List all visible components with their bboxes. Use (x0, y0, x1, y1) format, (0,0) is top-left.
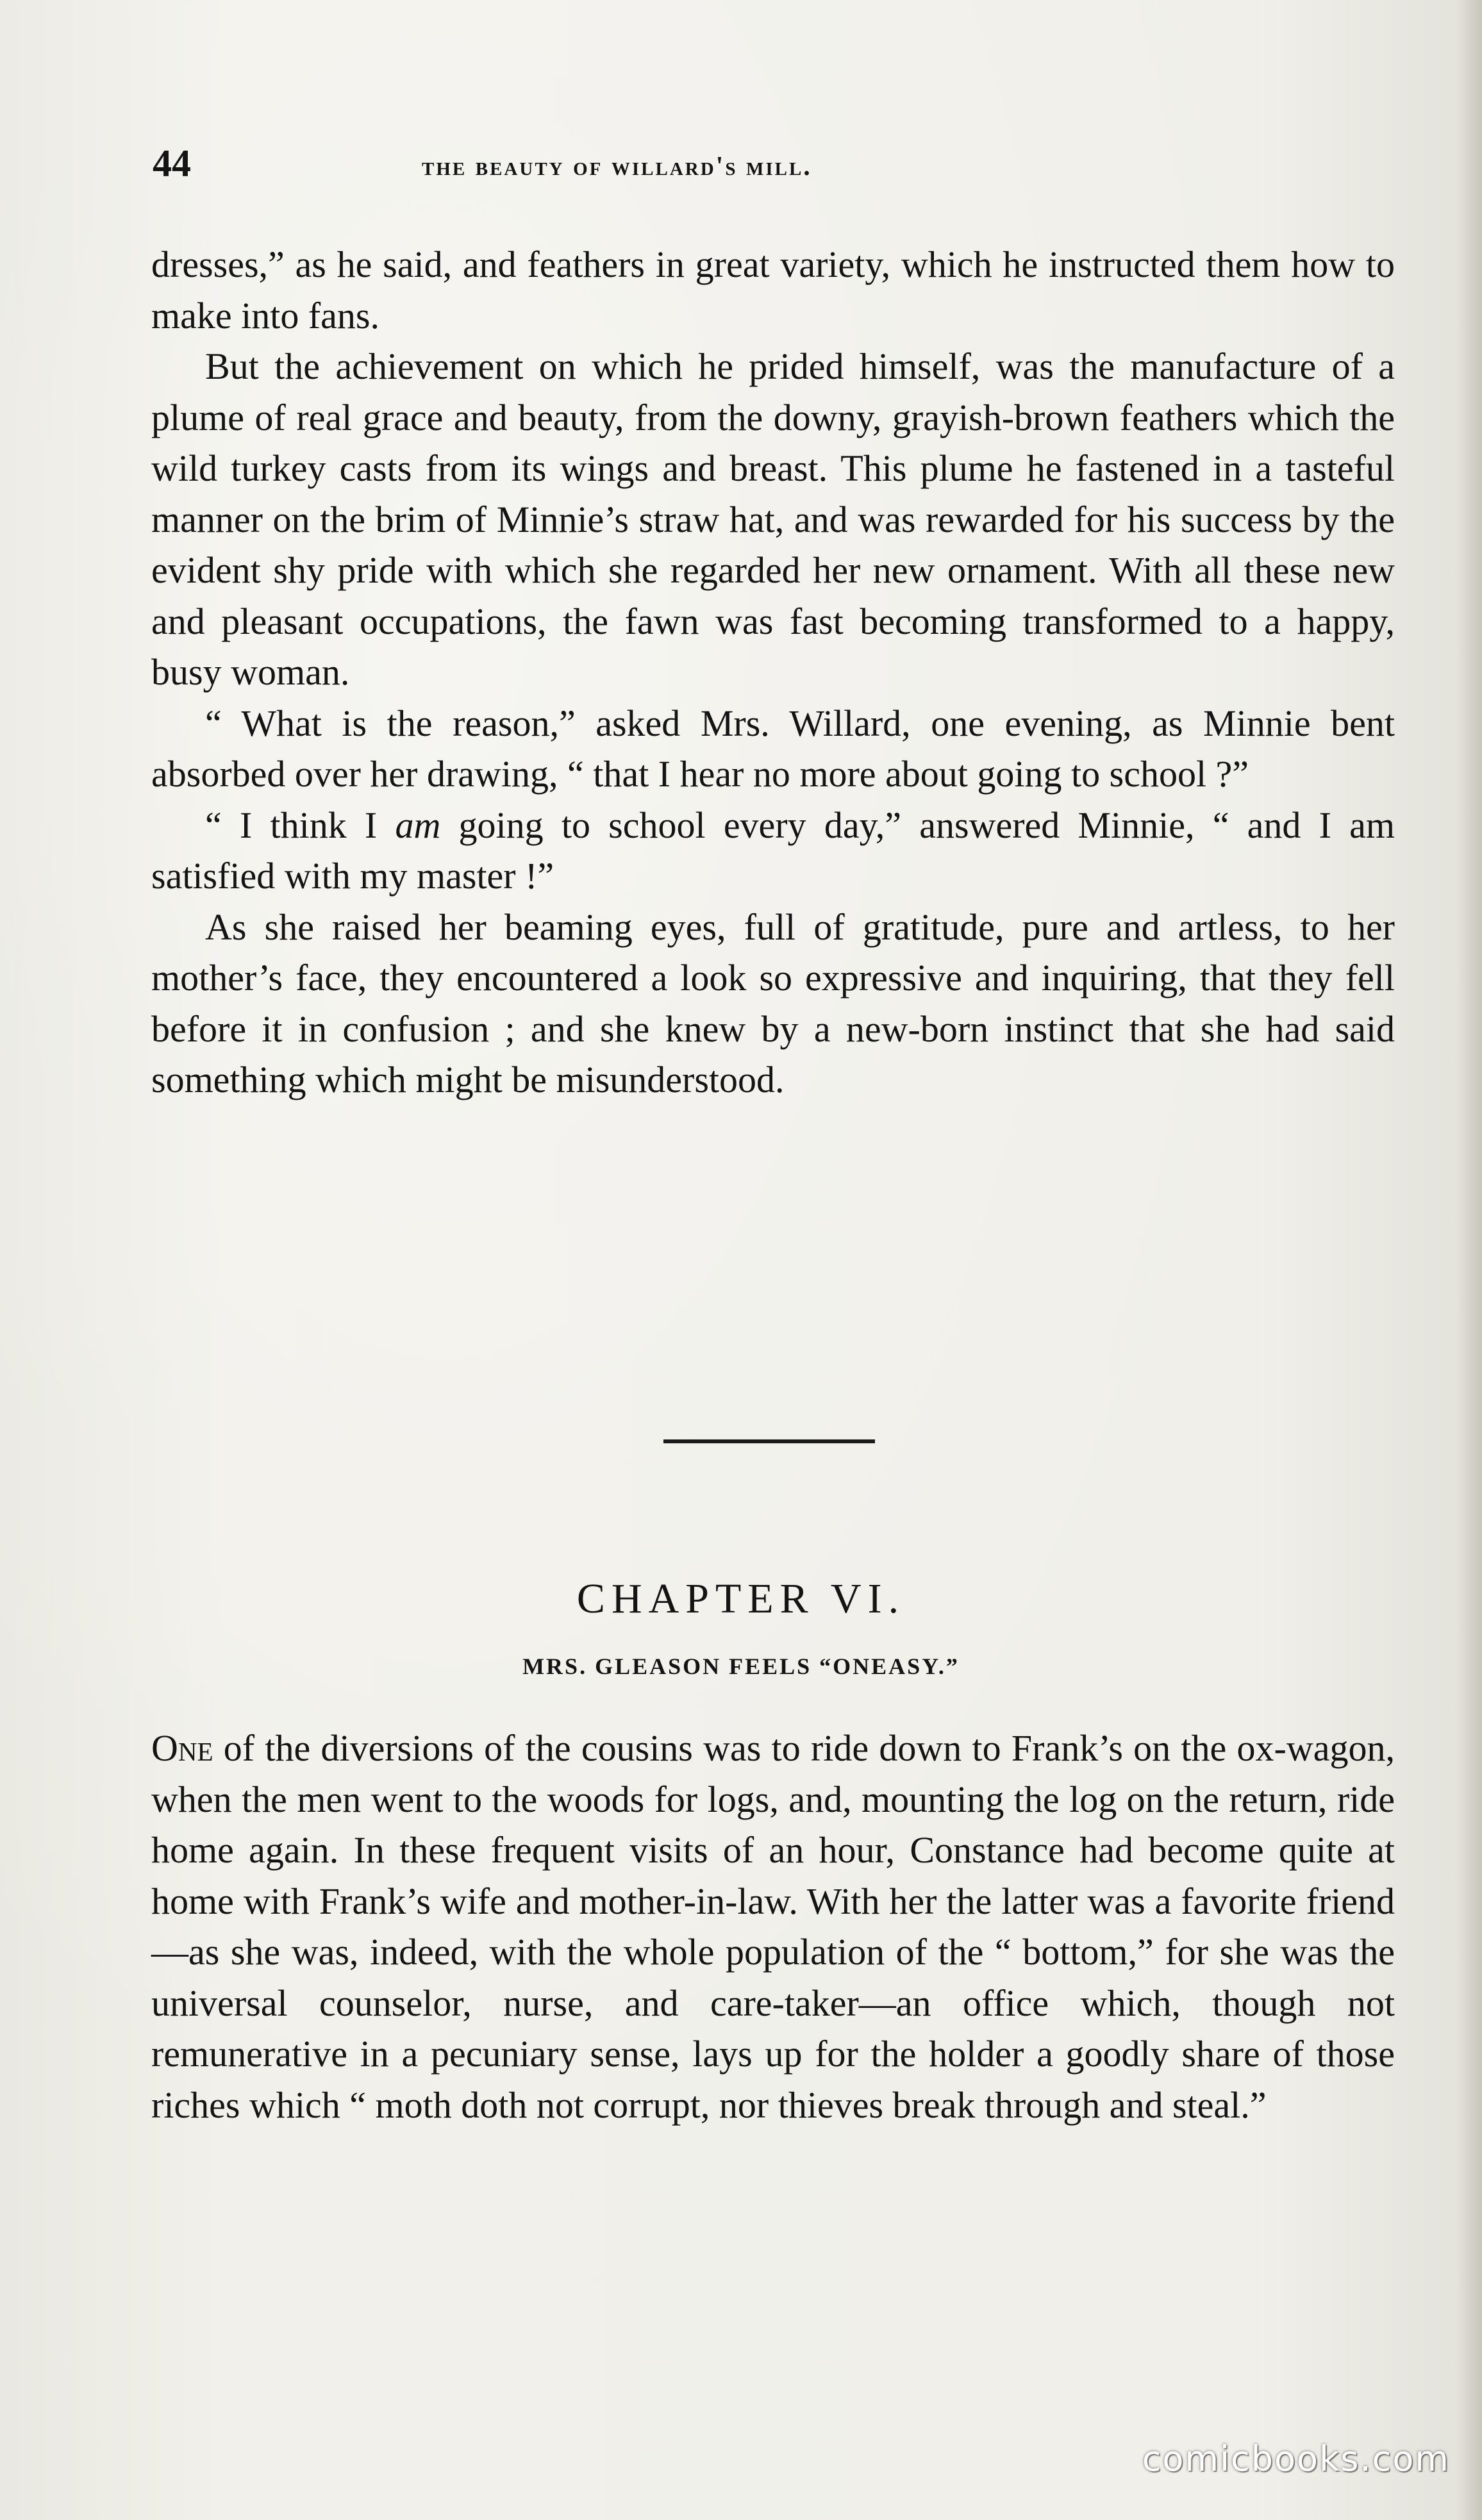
paragraph-chapter-opening (151, 1723, 1395, 2130)
chapter-title: CHAPTER VI. (576, 1575, 906, 1622)
watermark: comicbooks.com (1142, 2439, 1450, 2479)
text-block-before-chapter (151, 239, 1395, 1106)
paragraph-answer (151, 800, 1395, 902)
running-title: the beauty of willard's mill. (422, 152, 812, 181)
paragraph-confusion: As she raised her beaming eyes, full of gratitude, pure and artless, to her mother’s face, they encountered a look so expressive and inquiring, that they fell before it in confusion ; and she knew by a new-born instinct that she had said something which might be misunderstood. (151, 906, 1395, 1100)
section-divider (663, 1439, 875, 1443)
page-edge-shadow (1456, 0, 1482, 2520)
chapter-opening-text: of the diversions of the cousins was to ride down to Frank’s on the ox-wagon, when the men went to the woods for logs, and, mounting the log on the return, ride home again. In these frequent visits of an hour, Constance had become quite at home with Frank’s wife and mother-in-law. With her the latter was a favorite friend—as she was, indeed, with the whole population of the “ bottom,” for she was the universal counselor, nurse, and care-taker—an office which, though not remunerative in a pecuniary sense, lays up for the holder a goodly share of those riches which “ moth doth not corrupt, nor thieves break through and steal.” (151, 1727, 1395, 2126)
answer-part-2: going to school every day,” answered Minnie, “ and I am satisfied with my master !” (151, 804, 1395, 897)
answer-part-1: “ I think I (205, 804, 395, 846)
page-header (153, 138, 1396, 195)
paragraph-question: “ What is the reason,” asked Mrs. Willard, one evening, as Minnie bent absorbed over her drawing, “ that I hear no more about going to school ?” (151, 702, 1395, 795)
paragraph-plume: But the achievement on which he prided himself, was the manufacture of a plume of real grace and beauty, from the downy, grayish-brown feathers which the wild turkey casts from its wings and breast. This plume he fastened in a tasteful manner on the brim of Minnie’s straw hat, and was rewarded for his success by the evident shy pride with which she regarded her new ornament. With all these new and pleasant occupations, the fawn was fast becoming transformed to a happy, busy woman. (151, 345, 1395, 693)
page-number: 44 (153, 142, 191, 185)
answer-emphasis: am (395, 804, 441, 846)
chapter-subtitle: MRS. GLEASON FEELS “ONEASY.” (522, 1654, 960, 1679)
chapter-first-word: One (151, 1727, 213, 1769)
paragraph-continuation: dresses,” as he said, and feathers in great variety, which he instructed them how to make into fans. (151, 244, 1395, 336)
text-block-chapter-six (151, 1723, 1395, 2130)
